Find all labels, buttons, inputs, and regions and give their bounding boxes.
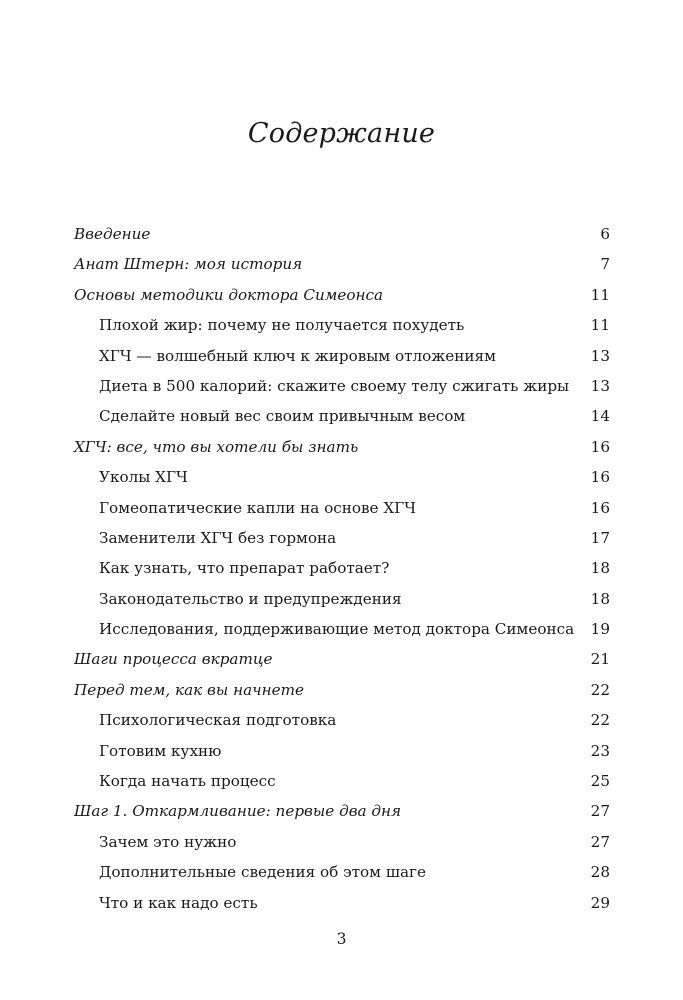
toc-entry-page: 13 bbox=[590, 376, 610, 395]
toc-entry-label: Перед тем, как вы начнете bbox=[74, 680, 304, 699]
toc-entry-page: 22 bbox=[590, 680, 610, 699]
toc-section bbox=[74, 857, 610, 887]
toc-entry-page: 27 bbox=[590, 832, 610, 851]
toc-section bbox=[74, 462, 610, 492]
toc-entry-label: Диета в 500 калорий: скажите своему телу сжигать жиры bbox=[99, 376, 570, 395]
toc-entry-page: 16 bbox=[590, 468, 610, 487]
toc-entry-page: 11 bbox=[590, 285, 610, 304]
toc-entry-label: Законодательство и предупреждения bbox=[99, 589, 402, 608]
toc-entry-label: ХГЧ — волшебный ключ к жировым отложениям bbox=[99, 346, 496, 365]
toc-entry-label: Гомеопатические капли на основе ХГЧ bbox=[99, 498, 416, 517]
toc-entry-label: Зачем это нужно bbox=[99, 832, 237, 851]
toc-entry-page: 23 bbox=[590, 741, 610, 760]
toc-section bbox=[74, 584, 610, 614]
toc-section bbox=[74, 401, 610, 431]
toc-entry-page: 19 bbox=[590, 620, 610, 639]
toc-entry-page: 25 bbox=[590, 772, 610, 791]
toc-entry-label: Что и как надо есть bbox=[99, 893, 258, 912]
toc-entry-page: 29 bbox=[590, 893, 610, 912]
toc-section bbox=[74, 614, 610, 644]
toc-entry-page: 6 bbox=[600, 225, 610, 243]
toc-entry-page: 11 bbox=[590, 316, 610, 335]
toc-entry-page: 14 bbox=[590, 407, 610, 426]
toc-entry-label: Плохой жир: почему не получается похудеть bbox=[99, 316, 465, 335]
toc-chapter bbox=[74, 432, 610, 462]
toc-entry-page: 18 bbox=[590, 559, 610, 578]
toc-section bbox=[74, 827, 610, 857]
toc-section bbox=[74, 310, 610, 340]
toc-section bbox=[74, 341, 610, 371]
toc-entry-label: Анат Штерн: моя история bbox=[74, 255, 303, 274]
toc-entry-label: Готовим кухню bbox=[99, 741, 222, 760]
toc-entry-label: Введение bbox=[74, 225, 151, 243]
page-title: Содержание bbox=[247, 118, 436, 149]
toc-entry-label: Психологическая подготовка bbox=[99, 711, 337, 730]
toc-section bbox=[74, 888, 610, 918]
toc-section bbox=[74, 705, 610, 735]
toc-chapter bbox=[74, 796, 610, 826]
toc-entry-page: 27 bbox=[590, 802, 610, 821]
toc-entry-label: Сделайте новый вес своим привычным весом bbox=[99, 407, 466, 426]
toc-entry-label: Когда начать процесс bbox=[99, 772, 276, 791]
toc-entry-page: 16 bbox=[590, 498, 610, 517]
toc-entry-label: Дополнительные сведения об этом шаге bbox=[99, 863, 426, 882]
table-of-contents bbox=[74, 219, 610, 918]
toc-entry-page: 7 bbox=[600, 255, 610, 274]
toc-entry-label: Исследования, поддерживающие метод доктора Симеонса bbox=[99, 620, 575, 639]
toc-chapter bbox=[74, 249, 610, 279]
toc-entry-label: Уколы ХГЧ bbox=[99, 468, 188, 487]
toc-chapter bbox=[74, 219, 610, 249]
toc-entry-label: Шаги процесса вкратце bbox=[74, 650, 273, 669]
toc-entry-label: Основы методики доктора Симеонса bbox=[74, 285, 384, 304]
toc-entry-label: Шаг 1. Откармливание: первые два дня bbox=[74, 802, 402, 821]
toc-section bbox=[74, 371, 610, 401]
toc-section bbox=[74, 766, 610, 796]
toc-section bbox=[74, 493, 610, 523]
toc-section bbox=[74, 553, 610, 583]
toc-entry-page: 16 bbox=[590, 437, 610, 456]
toc-section bbox=[74, 523, 610, 553]
toc-entry-label: ХГЧ: все, что вы хотели бы знать bbox=[74, 437, 359, 456]
toc-entry-page: 18 bbox=[590, 589, 610, 608]
toc-chapter bbox=[74, 644, 610, 674]
toc-entry-page: 21 bbox=[590, 650, 610, 669]
toc-entry-page: 13 bbox=[590, 346, 610, 365]
toc-chapter bbox=[74, 280, 610, 310]
toc-entry-page: 22 bbox=[590, 711, 610, 730]
toc-entry-page: 28 bbox=[590, 863, 610, 882]
page-number: 3 bbox=[336, 930, 347, 948]
toc-chapter bbox=[74, 675, 610, 705]
toc-entry-page: 17 bbox=[590, 528, 610, 547]
toc-entry-label: Как узнать, что препарат работает? bbox=[99, 559, 390, 578]
toc-entry-label: Заменители ХГЧ без гормона bbox=[99, 528, 337, 547]
toc-section bbox=[74, 736, 610, 766]
